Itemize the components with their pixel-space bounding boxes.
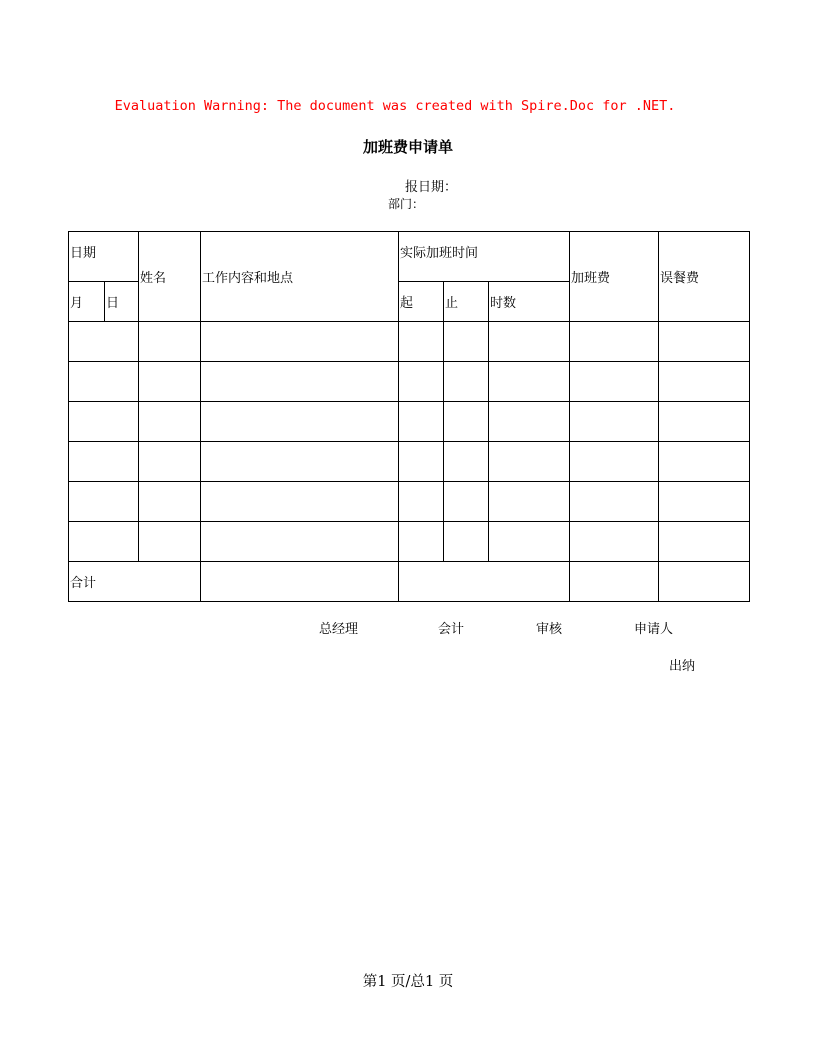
cell-date[interactable] [69,442,139,482]
general-manager-label: 总经理 [319,622,359,637]
cell-name[interactable] [139,362,201,402]
table-row [69,322,750,362]
cell-overtime-pay[interactable] [570,362,659,402]
table-row [69,522,750,562]
cell-name[interactable] [139,522,201,562]
cell-work[interactable] [201,362,399,402]
total-label: 合计 [69,562,201,602]
cell-hours[interactable] [489,442,570,482]
cell-hours[interactable] [489,402,570,442]
header-start: 起 [399,282,444,322]
header-work-content: 工作内容和地点 [201,232,399,322]
page-title: 加班费申请单 [362,138,453,156]
cell-date[interactable] [69,322,139,362]
cell-meal-pay[interactable] [659,482,750,522]
header-row-1 [69,232,750,282]
cell-end[interactable] [444,362,489,402]
total-overtime-pay-cell[interactable] [570,562,659,602]
cell-work[interactable] [201,442,399,482]
cell-work[interactable] [201,482,399,522]
header-meal-pay: 误餐费 [659,232,750,322]
cell-start[interactable] [399,362,444,402]
reviewer-label: 审核 [536,622,563,637]
cell-start[interactable] [399,322,444,362]
cell-name[interactable] [139,322,201,362]
header-month: 月 [69,282,105,322]
cell-hours[interactable] [489,362,570,402]
cell-overtime-pay[interactable] [570,522,659,562]
cell-work[interactable] [201,522,399,562]
cell-work[interactable] [201,402,399,442]
header-day: 日 [105,282,139,322]
cell-start[interactable] [399,522,444,562]
table-row [69,482,750,522]
cell-start[interactable] [399,482,444,522]
cell-date[interactable] [69,362,139,402]
cell-overtime-pay[interactable] [570,442,659,482]
cell-meal-pay[interactable] [659,442,750,482]
cell-date[interactable] [69,482,139,522]
applicant-label: 申请人 [634,622,674,637]
cell-meal-pay[interactable] [659,402,750,442]
cell-date[interactable] [69,402,139,442]
evaluation-warning: Evaluation Warning: The document was created with Spire.Doc for .NET. [114,98,676,114]
cell-start[interactable] [399,402,444,442]
cell-overtime-pay[interactable] [570,402,659,442]
cell-hours[interactable] [489,482,570,522]
header-name: 姓名 [139,232,201,322]
cell-start[interactable] [399,442,444,482]
cell-end[interactable] [444,482,489,522]
cell-overtime-pay[interactable] [570,482,659,522]
cell-end[interactable] [444,442,489,482]
header-date: 日期 [69,232,139,282]
cell-name[interactable] [139,442,201,482]
header-actual-overtime: 实际加班时间 [399,232,570,282]
cell-end[interactable] [444,322,489,362]
total-row [69,562,750,602]
accountant-label: 会计 [438,622,465,637]
total-work-cell[interactable] [201,562,399,602]
total-time-cell[interactable] [399,562,570,602]
table-row [69,362,750,402]
cell-end[interactable] [444,402,489,442]
cell-hours[interactable] [489,522,570,562]
cell-name[interactable] [139,482,201,522]
department-label: 部门： [388,197,425,211]
table-row [69,442,750,482]
cell-meal-pay[interactable] [659,362,750,402]
header-overtime-pay: 加班费 [570,232,659,322]
total-meal-pay-cell[interactable] [659,562,750,602]
cashier-label: 出纳 [669,659,696,674]
report-date-label: 报日期： [405,180,458,195]
cell-hours[interactable] [489,322,570,362]
table-row [69,402,750,442]
cell-date[interactable] [69,522,139,562]
cell-meal-pay[interactable] [659,322,750,362]
cell-name[interactable] [139,402,201,442]
overtime-application-table [68,231,750,602]
cell-work[interactable] [201,322,399,362]
page-number: 第1 页/总1 页 [362,974,454,990]
cell-overtime-pay[interactable] [570,322,659,362]
cell-meal-pay[interactable] [659,522,750,562]
header-end: 止 [444,282,489,322]
table-body [69,232,750,602]
header-hours: 时数 [489,282,570,322]
cell-end[interactable] [444,522,489,562]
